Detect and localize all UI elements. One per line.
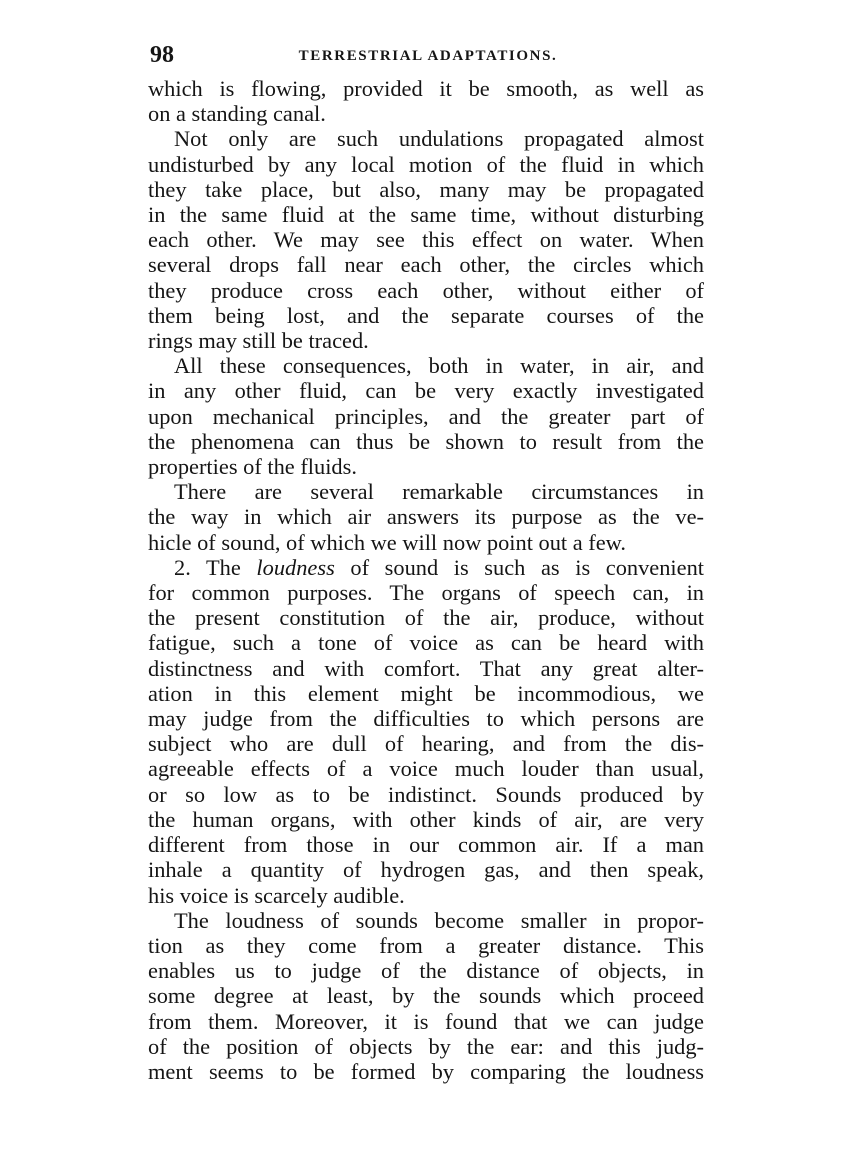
text-line: [148, 555, 704, 580]
text-line: the way in which air answers its purpose as the ve-: [148, 504, 704, 530]
line-lead-text: 2. The: [174, 554, 257, 580]
text-line: ation in this element might be incommodious, we: [148, 680, 704, 706]
text-line: undisturbed by any local motion of the fluid in which: [148, 151, 704, 177]
running-title: TERRESTRIAL ADAPTATIONS.: [298, 48, 558, 64]
text-line: each other. We may see this effect on water. When: [148, 227, 704, 253]
paragraph: [148, 908, 704, 1084]
text-line: distinctness and with comfort. That any great alter-: [148, 655, 704, 681]
paragraph: [148, 353, 704, 479]
emphasis-text: loudness: [256, 554, 335, 580]
text-line: upon mechanical principles, and the greater part of: [148, 403, 704, 429]
text-line: from them. Moreover, it is found that we can judge: [148, 1008, 704, 1034]
text-line: of the position of objects by the ear: and this judg-: [148, 1033, 704, 1059]
page-header: [150, 40, 706, 70]
text-line: they produce cross each other, without either of: [148, 277, 704, 303]
text-line: hicle of sound, of which we will now point out a few.: [148, 529, 626, 555]
text-line: the present constitution of the air, produce, without: [148, 605, 704, 631]
paragraph: [148, 126, 704, 353]
text-line: subject who are dull of hearing, and from the dis-: [148, 731, 704, 757]
text-line: properties of the fluids.: [148, 454, 357, 480]
page-number: 98: [150, 42, 174, 68]
body-text: [148, 76, 704, 1084]
text-line: ment seems to be formed by comparing the loudness: [148, 1058, 704, 1084]
text-line: the human organs, with other kinds of air, are very: [148, 806, 704, 832]
text-line: in any other fluid, can be very exactly investigated: [148, 378, 704, 404]
text-line: tion as they come from a greater distance. This: [148, 932, 704, 958]
paragraph: [148, 479, 704, 555]
text-line: for common purposes. The organs of speech can, in: [148, 580, 704, 606]
text-line: agreeable effects of a voice much louder than usual,: [148, 756, 704, 782]
text-line: The loudness of sounds become smaller in propor-: [174, 907, 704, 933]
text-line: they take place, but also, many may be propagated: [148, 176, 704, 202]
paragraph: [148, 555, 704, 908]
text-line: may judge from the difficulties to which persons are: [148, 706, 704, 732]
line-tail-text: of sound is such as is convenient: [334, 554, 704, 580]
text-line: his voice is scarcely audible.: [148, 882, 405, 908]
paragraph: [148, 76, 704, 126]
text-line: which is flowing, provided it be smooth, as well as: [148, 76, 704, 101]
text-line: enables us to judge of the distance of objects, in: [148, 958, 704, 984]
text-line: Not only are such undulations propagated almost: [174, 126, 704, 152]
text-line: fatigue, such a tone of voice as can be heard with: [148, 630, 704, 656]
text-line: All these consequences, both in water, in air, and: [174, 353, 704, 379]
text-line: them being lost, and the separate courses of the: [148, 302, 704, 328]
text-line: rings may still be traced.: [148, 328, 369, 354]
text-line: different from those in our common air. If a man: [148, 832, 704, 858]
text-line: some degree at least, by the sounds which proceed: [148, 983, 704, 1009]
text-line: in the same fluid at the same time, without disturbing: [148, 202, 704, 228]
text-line: or so low as to be indistinct. Sounds produced by: [148, 781, 704, 807]
text-line: inhale a quantity of hydrogen gas, and then speak,: [148, 857, 704, 883]
text-line: the phenomena can thus be shown to result from the: [148, 428, 704, 454]
text-line: There are several remarkable circumstances in: [174, 479, 704, 505]
text-line: on a standing canal.: [148, 101, 326, 127]
text-line: several drops fall near each other, the circles which: [148, 252, 704, 278]
